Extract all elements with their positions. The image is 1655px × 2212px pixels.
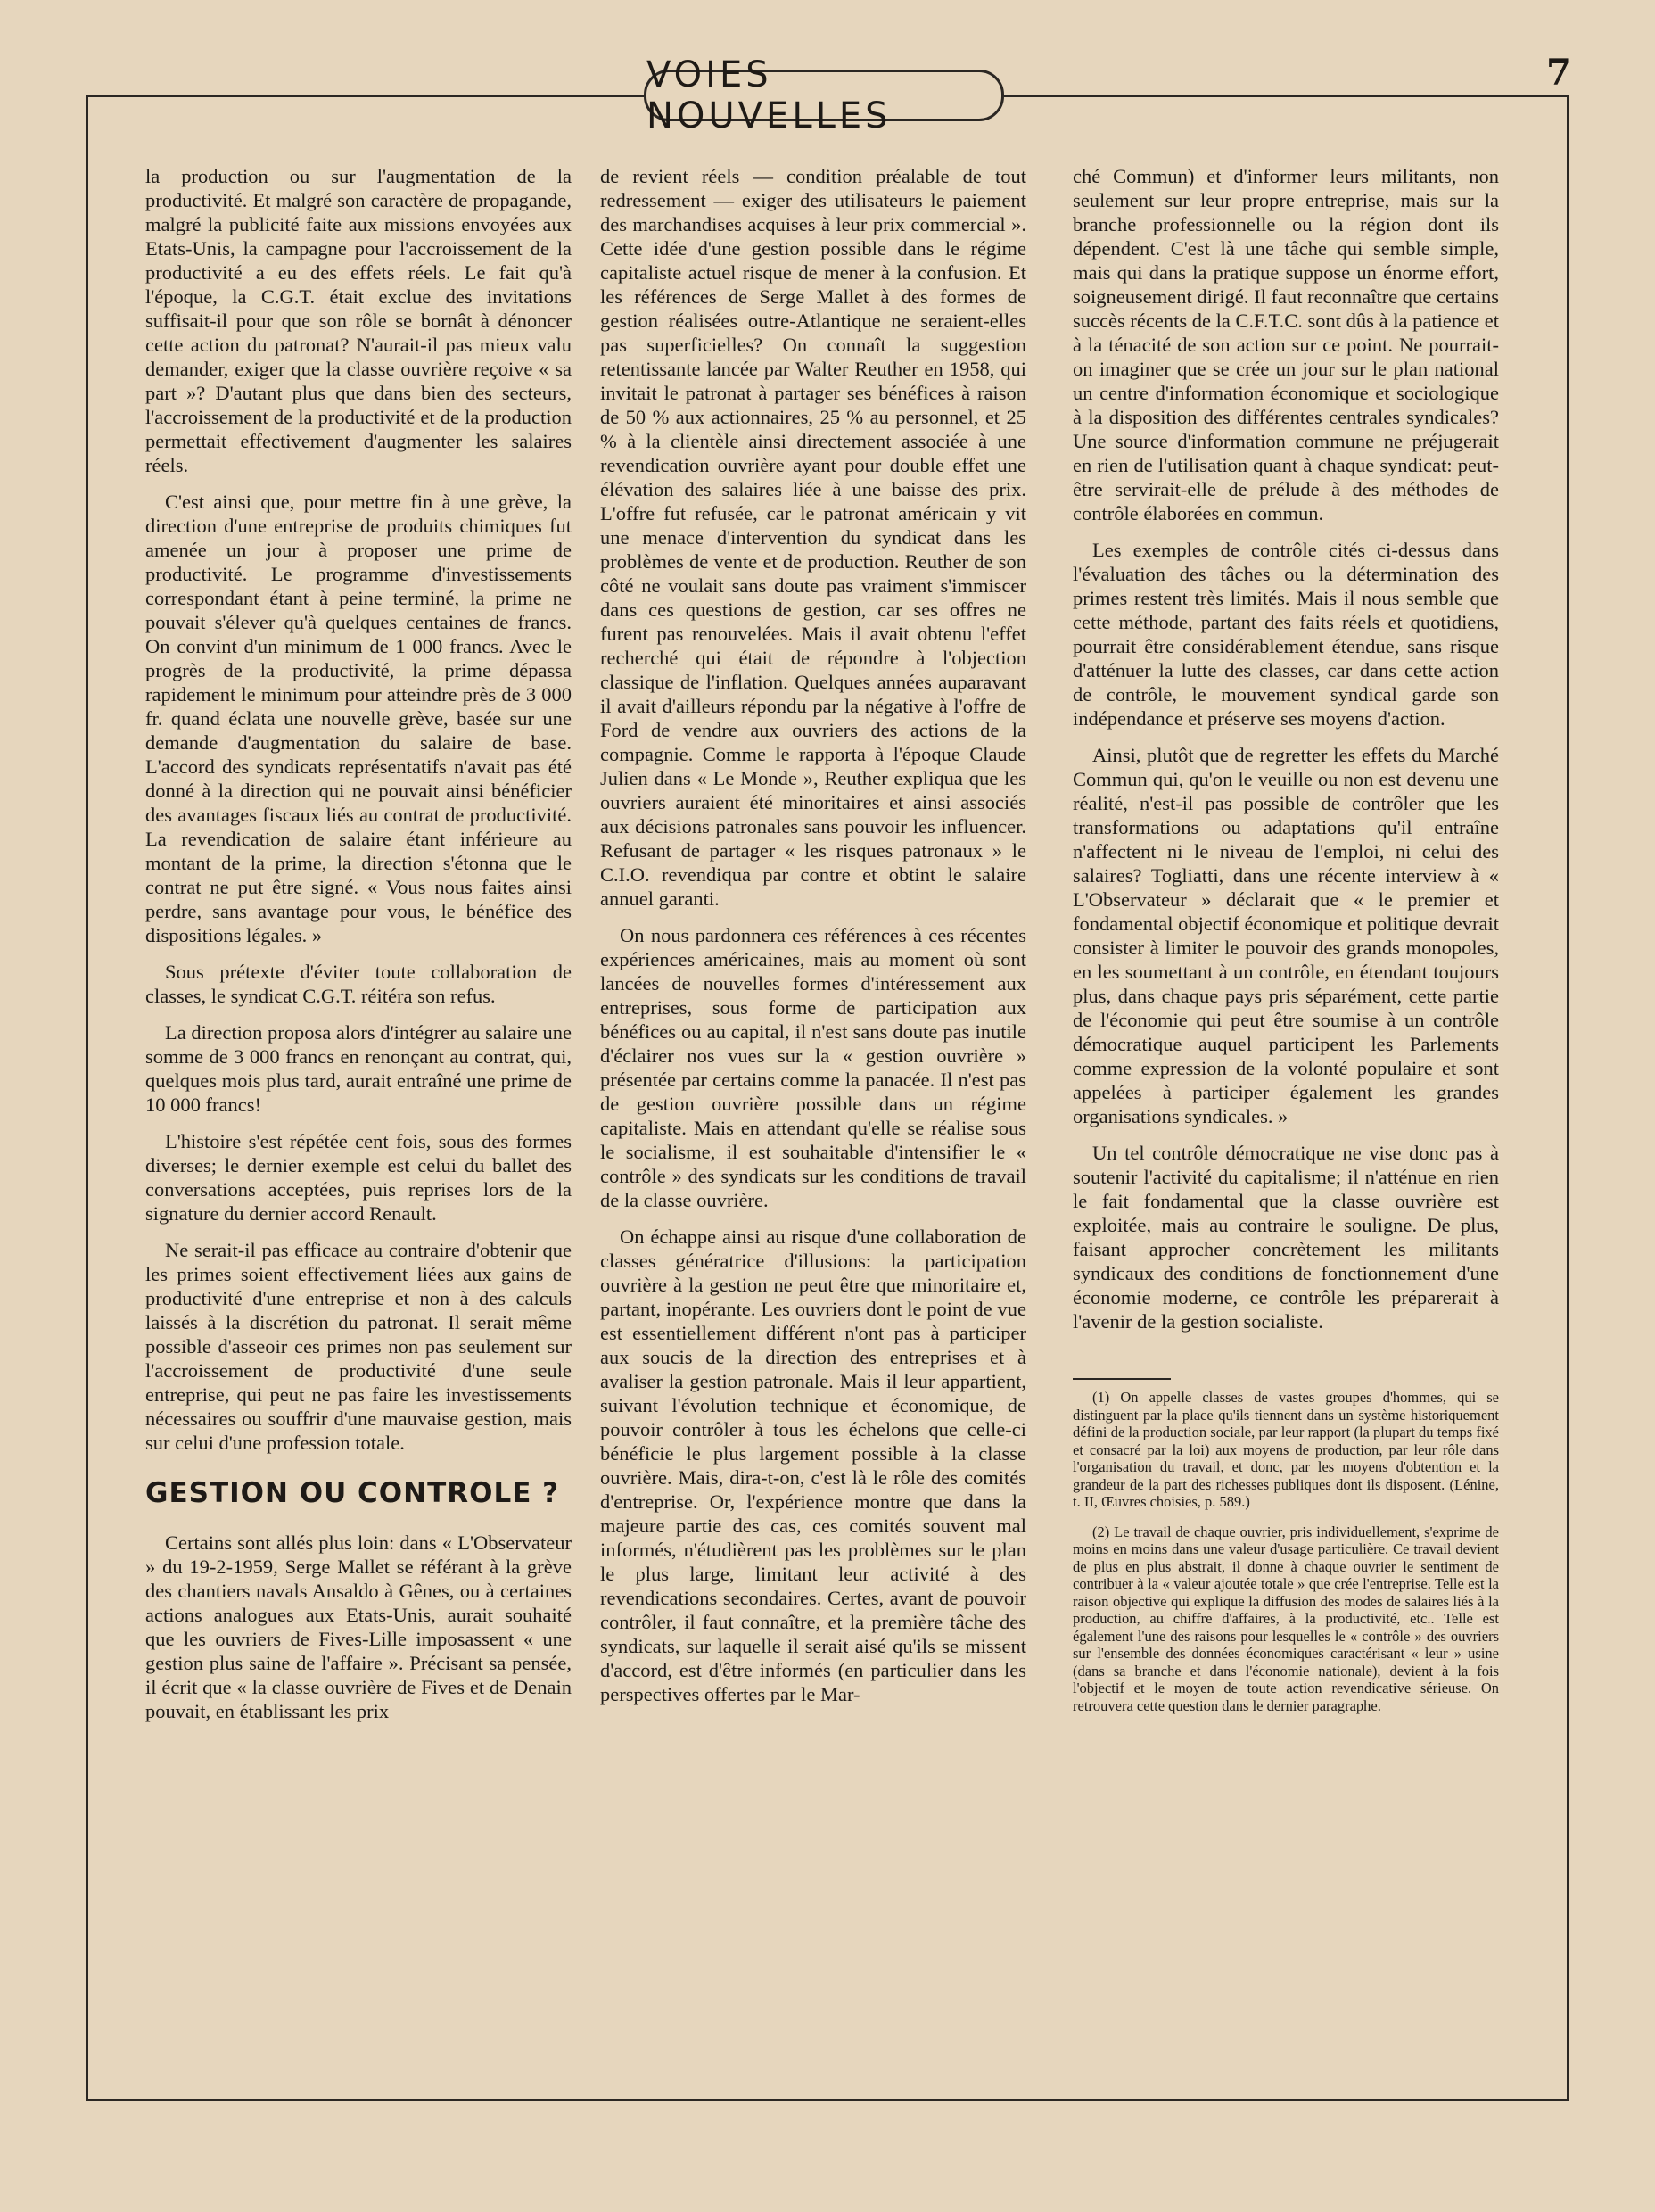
footnote-rule [1073,1378,1171,1380]
column-3 [1073,164,1499,1727]
paragraph: On échappe ainsi au risque d'une collaboration de classes génératrice d'illusions: la participation ouvrière à la gestion ne peut être que minoritaire et, partant, inopérante. Les ouvriers dont le point de vue est essentiellement différent n'ont pas à participer aux soucis de la direction des entreprises et à avaliser la gestion patronale. Mais il leur appartient, suivant l'évolution technique et économique, de pouvoir contrôler à tous les échelons que celle-ci bénéficie le plus largement possible à la classe ouvrière. Mais, dira-t-on, c'est là le rôle des comités d'entreprise. Or, l'expérience montre que dans la majeure partie des cas, ces comités souvent mal informés, n'étudièrent pas les problèmes sur le plan le plus large, limitant leur activité à des revendications secondaires. Certes, avant de pouvoir contrôler, il faut connaître, et la première tâche des syndicats, sur laquelle il serait aisé qu'ils se missent d'accord, est d'être informés (en particulier dans les perspectives offertes par le Mar- [600,1226,1026,1705]
paragraph: de revient réels — condition préalable de tout redressement — exiger des utilisateurs le paiement des marchandises acquises à leur prix commercial ». Cette idée d'une gestion possible dans le régime capitaliste actuel risque de mener à la confusion. Et les références de Serge Mallet à des formes de gestion réalisées outre-Atlantique ne seraient-elles pas superficielles? On connaît la suggestion retentissante lancée par Walter Reuther en 1958, qui invitait le patronat à partager ses bénéfices à raison de 50 % aux actionnaires, 25 % au personnel, et 25 % à la clientèle ainsi directement associée à une revendication ouvrière ayant pour double effet une élévation des salaires liée à une baisse des prix. L'offre fut refusée, car le patronat américain y vit une menace d'intervention du syndicat dans les problèmes de vente et de production. Reuther de son côté ne voulait sans doute pas vraiment s'immiscer dans ces questions de gestion, car ses offres ne furent pas renouvelées. Mais il avait obtenu l'effet recherché qui était de répondre à l'objection classique de l'inflation. Quelques années auparavant il avait d'ailleurs répondu par la négative à l'offre de Ford de vendre aux ouvriers des actions de la compagnie. Comme le rapporta à l'époque Claude Julien dans « Le Monde », Reuther expliqua que les ouvriers auraient été minoritaires et ainsi associés aux décisions patronales sans pouvoir les influencer. Refusant de partager « les risques patronaux » le C.I.O. revendiqua par contre et obtint le salaire annuel garanti. [600,165,1026,910]
paragraph: la production ou sur l'augmentation de la productivité. Et malgré son caractère de propagande, malgré la publicité faite aux missions envoyées aux Etats-Unis, la campagne pour l'accroissement de la productivité a eu des effets réels. Le fait qu'à l'époque, la C.G.T. était exclue des invitations suffisait-il pour que son rôle se bornât à dénoncer cette action du patronat? N'aurait-il pas mieux valu demander, exiger que la classe ouvrière reçoive « sa part »? D'autant plus que dans bien des secteurs, l'accroissement de la productivité et de la production permettait effectivement d'augmenter les salaires réels. [145,165,572,476]
column-1 [145,164,572,1736]
paragraph: L'histoire s'est répétée cent fois, sous des formes diverses; le dernier exemple est celui du ballet des conversations acceptées, puis reprises lors de la signature du dernier accord Renault. [145,1130,572,1225]
paragraph: Certains sont allés plus loin: dans « L'Observateur » du 19-2-1959, Serge Mallet se référant à la grève des chantiers navals Ansaldo à Gênes, ou à certaines actions analogues aux Etats-Unis, aurait souhaité que les ouvriers de Fives-Lille imposassent « une gestion plus saine de l'affaire ». Précisant sa pensée, il écrit que « la classe ouvrière de Fives et de Denain pouvait, en établissant les prix [145,1531,572,1722]
paragraph: C'est ainsi que, pour mettre fin à une grève, la direction d'une entreprise de produits chimiques fut amenée un jour à proposer une prime de productivité. Le programme d'investissements correspondant étant à peine terminé, la prime ne pouvait s'élever qu'à quelques centaines de francs. On convint d'un minimum de 1 000 francs. Avec le progrès de la productivité, la prime dépassa rapidement le minimum pour atteindre près de 3 000 fr. quand éclata une nouvelle grève, basée sur une demande d'augmentation du salaire de base. L'accord des syndicats représentatifs n'avait pas été donné à la direction qui ne pouvait ainsi bénéficier des avantages fiscaux liés au contrat de productivité. La revendication de salaire étant inférieure au montant de la prime, la direction s'étonna que le contrat ne put être signé. « Vous nous faites ainsi perdre, sans avantage pour vous, le bénéfice des dispositions légales. » [145,491,572,946]
footnote-2: (2) Le travail de chaque ouvrier, pris individuellement, s'exprime de moins en moins dans une valeur d'usage particulière. Ce travail devient de plus en plus abstrait, il donne à chaque ouvrier le sentiment de contribuer à la « valeur ajoutée totale » que crée l'entreprise. Telle est la raison objective qui explique la diffusion des modes de salaires liés à la production, au chiffre d'affaires, à la productivité, etc.. Telle est également l'une des raisons pour lesquelles le « contrôle » des ouvriers sur l'ensemble des données économiques caractérisant « leur » usine (dans sa branche et dans l'économie nationale), devient à la fois l'objectif et le moyen de toute action revendicative sérieuse. On retrouvera cette question dans le dernier paragraphe. [1073,1523,1499,1714]
paragraph: On nous pardonnera ces références à ces récentes expériences américaines, mais au moment où sont lancées de nouvelles formes d'intéressement aux entreprises, sous forme de participation aux bénéfices ou au capital, il n'est sans doute pas inutile d'éclairer nos vues sur la « gestion ouvrière » présentée par certains comme la panacée. Il n'est pas de gestion ouvrière possible dans un régime capitaliste. Mais en attendant qu'elle se réalise sous le socialisme, il est souhaitable d'intensifier le « contrôle » des syndicats sur les conditions de travail de la classe ouvrière. [600,924,1026,1211]
paragraph: La direction proposa alors d'intégrer au salaire une somme de 3 000 francs en renonçant au contrat, qui, quelques mois plus tard, aurait entraîné une prime de 10 000 francs! [145,1021,572,1116]
paragraph: Les exemples de contrôle cités ci-dessus dans l'évaluation des tâches ou la détermination des primes restent très limités. Mais il nous semble que cette méthode, partant des faits réels et quotidiens, pourrait être considérablement étendue, sans risque d'atténuer la lutte des classes, car dans cette action de contrôle, le mouvement syndical garde son indépendance et préserve ses moyens d'action. [1073,539,1499,730]
paragraph: ché Commun) et d'informer leurs militants, non seulement sur leur propre entreprise, mais sur la branche professionnelle ou la région dont ils dépendent. C'est là une tâche qui semble simple, mais qui dans la pratique suppose un énorme effort, soigneusement dirigé. Il faut reconnaître que certains succès récents de la C.F.T.C. sont dûs à la patience et à la ténacité de son action sur ce point. Ne pourrait-on imaginer que se crée un jour sur le plan national un centre d'information économique et sociologique à la disposition des différentes centrales syndicales? Une source d'information commune ne préjugerait en rien de l'utilisation quant à chaque syndicat: peut-être servirait-elle de prélude à des méthodes de contrôle élaborées en commun. [1073,165,1499,524]
paragraph: Ainsi, plutôt que de regretter les effets du Marché Commun qui, qu'on le veuille ou non est devenu une réalité, n'est-il pas possible de contrôler que les transformations ou adaptations qu'il entraîne n'affectent ni le niveau de l'emploi, ni celui des salaires? Togliatti, dans une récente interview à « L'Observateur » déclarait que « le premier et fondamental objectif économique et politique devrait consister à limiter le pouvoir des grands monopoles, en les soumettant à un contrôle, en étendant toujours plus, dans chaque pays pris séparément, cette partie de l'économie qui peut être soumise à un contrôle démocratique auquel participent les Parlements comme expression de la volonté populaire et sont appelées à participer également les grandes organisations syndicales. » [1073,744,1499,1127]
paragraph: Sous prétexte d'éviter toute collaboration de classes, le syndicat C.G.T. réitéra son refus. [145,961,572,1007]
masthead-title: VOIES NOUVELLES [644,70,1004,121]
footnote-1: (1) On appelle classes de vastes groupes d'hommes, qui se distinguent par la place qu'ils tiennent dans un système historiquement défini de la production sociale, par leur rapport (la plupart du temps fixé et consacré par la loi) aux moyens de production, par leur rôle dans l'organisation du travail, et donc, par les moyens d'obtention et la grandeur de la part des richesses publiques dont ils disposent. (Lénine, t. II, Œuvres choisies, p. 589.) [1073,1389,1499,1510]
column-2 [600,164,1026,1719]
section-heading: GESTION OU CONTROLE ? [145,1477,560,1509]
paragraph: Un tel contrôle démocratique ne vise donc pas à soutenir l'activité du capitalisme; il n'atténue en rien le fait fondamental que la classe ouvrière est exploitée, mais au contraire le souligne. De plus, faisant approcher concrètement les militants syndicaux des conditions de fonctionnement d'une économie moderne, ce contrôle les préparerait à l'avenir de la gestion socialiste. [1073,1142,1499,1333]
page-number: 7 [1546,52,1571,94]
paragraph: Ne serait-il pas efficace au contraire d'obtenir que les primes soient effectivement liées aux gains de productivité d'une entreprise et non à des calculs laissés à la discrétion du patronat. Il serait même possible d'asseoir ces primes non pas seulement sur l'accroissement de productivité d'une seule entreprise, qui peut ne pas faire les investissements nécessaires ou souffrir d'une mauvaise gestion, mais sur celui d'une profession totale. [145,1239,572,1454]
